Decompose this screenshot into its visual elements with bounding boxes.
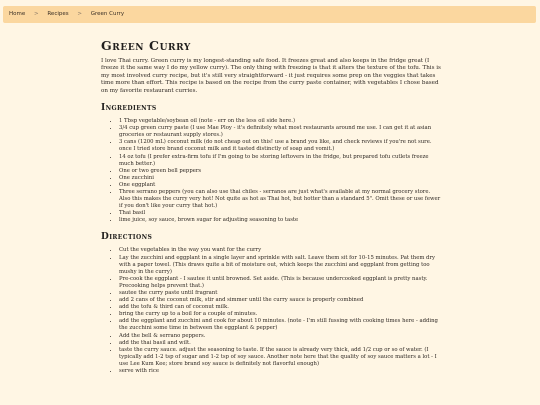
- ingredients-item: • One eggplant: [119, 182, 441, 189]
- directions-item: • add 2 cans of the coconut milk, stir and simmer until the curry sauce is properly combined: [119, 297, 441, 304]
- top-bar: [0, 0, 540, 30]
- directions-item: • Lay the zucchini and eggplant in a single layer and sprinkle with salt. Leave them sit for 10-15 minutes. Pat them dry with a paper towel. (This draws quite a bit of moisture out, which keeps the zucchini and eggplant from getting too mushy in the curry): [119, 255, 441, 276]
- breadcrumb: [3, 6, 536, 23]
- ingredients-item: • Three serrano peppers (you can also use thai chiles - serranos are just what's available at my normal grocery store. Also this makes the curry very hot! Not quite as hot as Thai hot, but hotter than a standard 5". Omit these or use fewer if you don't like your curry that hot.): [119, 189, 441, 210]
- directions-item: • Cut the vegetables in the way you want for the curry: [119, 247, 441, 254]
- page-title: Green Curry: [101, 38, 191, 53]
- directions-item: • bring the curry up to a boil for a couple of minutes.: [119, 311, 441, 318]
- recipe-intro: I love Thai curry. Green curry is my longest-standing safe food. It freezes great and also keeps in the fridge great (I freeze it the same way I do my yellow curry). The only thing with freezing is that it alters the texture of the tofu. This is my most involved curry recipe, but it's still very straightforward - it just requires some prep on the veggies that takes time more than effort. This recipe is based on the recipe from the curry paste container, with vegetables I chose based on my favorite restaurant curries.: [101, 58, 441, 94]
- ingredients-heading: Ingredients: [101, 103, 157, 114]
- directions-item: • add the thai basil and wilt.: [119, 340, 441, 347]
- directions-item: • Pre-cook the eggplant - I sautee it until browned. Set aside. (This is because undercooked eggplant is pretty nasty. Precooking helps prevent that.): [119, 276, 441, 290]
- breadcrumb-home-link[interactable]: Home: [9, 11, 26, 17]
- breadcrumb-current: Green Curry: [90, 11, 125, 17]
- directions-item: • sautee the curry paste until fragrant: [119, 290, 441, 297]
- breadcrumb-separator: >: [34, 11, 39, 17]
- directions-heading: Directions: [101, 232, 153, 243]
- directions-item: • taste the curry sauce. adjust the seasoning to taste. If the sauce is already very thick, add 1/2 cup or so of water. (I typically add 1-2 tsp of sugar and 1-2 tsp of soy sauce. Another note here that the quality of soy sauce matters a lot - I use Lee Kum Kee; store brand soy sauce is definitely not flavorful enough): [119, 347, 441, 368]
- ingredients-item: • 3/4 cup green curry paste (I use Mae Ploy - it's definitely what most restaurants around me use. I can get it at asian groceries or restaurant supply stores.): [119, 125, 441, 139]
- directions-item: • Add the bell & serrano peppers.: [119, 333, 441, 340]
- directions-item: • add the tofu & third can of coconut milk.: [119, 304, 441, 311]
- ingredients-item: • One or two green bell peppers: [119, 168, 441, 175]
- ingredients-item: • lime juice, soy sauce, brown sugar for adjusting seasoning to taste: [119, 217, 441, 224]
- ingredients-item: • Thai basil: [119, 210, 441, 217]
- directions-item: • add the eggplant and zucchini and cook for about 10 minutes. (note - I'm still fussing with cooking times here - adding the zucchini some time in between the eggplant & pepper): [119, 318, 441, 332]
- breadcrumb-separator: >: [77, 11, 82, 17]
- ingredients-item: • 1 Tbsp vegetable/soybean oil (note - err on the less oil side here.): [119, 118, 441, 125]
- breadcrumb-recipes-link[interactable]: Recipes: [47, 11, 69, 17]
- directions-list: [101, 247, 441, 375]
- recipe-content: [101, 38, 441, 375]
- ingredients-item: • 14 oz tofu (I prefer extra-firm tofu if I'm going to be storing leftovers in the fridge, but prepared tofu cutlets freeze much better.): [119, 154, 441, 168]
- ingredients-item: • 3 cans (1200 mL) coconut milk (do not cheap out on this! use a brand you like, and check reviews if you're not sure. once I tried store brand coconut milk and it tasted distinctly of soap and vomit.): [119, 139, 441, 153]
- ingredients-item: • One zucchini: [119, 175, 441, 182]
- directions-item: • serve with rice: [119, 368, 441, 375]
- ingredients-list: [101, 118, 441, 224]
